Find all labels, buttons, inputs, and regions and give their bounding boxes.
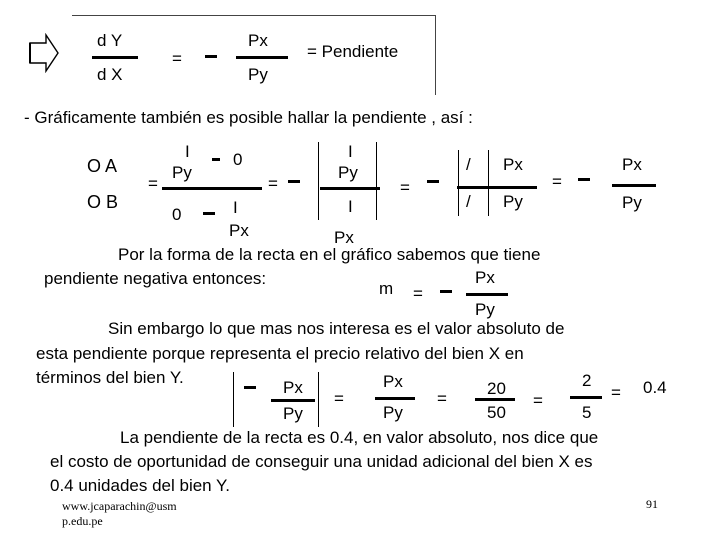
fraction-bar (320, 187, 380, 190)
dx-denominator: d X (97, 65, 123, 84)
py-text: Py (503, 192, 523, 211)
paragraph-line: 0.4 unidades del bien Y. (50, 476, 230, 495)
fraction-bar (475, 398, 515, 401)
number-20: 20 (487, 379, 506, 398)
py-text: Py (283, 404, 303, 423)
abs-bar-right (318, 372, 319, 427)
py-denominator: Py (248, 65, 268, 84)
fraction-bar (236, 56, 288, 59)
py-text: Py (338, 163, 358, 182)
vertical-line (488, 150, 489, 216)
page-number: 91 (646, 497, 658, 511)
dy-numerator: d Y (97, 31, 123, 50)
minus-sign (440, 290, 452, 293)
equals-pendiente: = Pendiente (307, 42, 399, 61)
bar-i: I (185, 142, 190, 161)
py-text: Py (172, 163, 192, 182)
zero-text: 0 (172, 205, 182, 224)
bar-i: I (233, 198, 238, 217)
minus-sign (212, 158, 220, 161)
vertical-line (458, 150, 459, 216)
equals-sign: = (334, 389, 344, 408)
fraction-bar (466, 293, 508, 296)
number-5: 5 (582, 403, 592, 422)
px-text: Px (622, 155, 642, 174)
equals-sign: = (533, 391, 543, 410)
m-text: m (379, 279, 394, 298)
minus-sign (244, 386, 256, 389)
zero-text: 0 (233, 150, 243, 169)
equals-sign: = (268, 174, 278, 193)
fraction-bar (457, 186, 537, 189)
result-value: 0.4 (643, 378, 667, 397)
fraction-bar (570, 396, 602, 399)
footer-email: p.edu.pe (62, 514, 103, 528)
number-50: 50 (487, 403, 506, 422)
vertical-line (318, 142, 319, 220)
bar-i: I (348, 197, 353, 216)
equals-sign: = (611, 383, 621, 402)
fraction-bar (375, 397, 415, 400)
fraction-bar (92, 56, 138, 59)
px-text: Px (283, 378, 303, 397)
equals-sign: = (437, 389, 447, 408)
equals-sign: = (552, 172, 562, 191)
px-text: Px (475, 268, 495, 287)
paragraph-line: el costo de oportunidad de conseguir una unidad adicional del bien X es (50, 452, 593, 471)
px-text: Px (229, 221, 249, 240)
minus-sign (205, 55, 217, 58)
arrow-right-icon (28, 33, 60, 73)
equals-sign: = (413, 284, 423, 303)
fraction-bar (612, 184, 656, 187)
paragraph-line: La pendiente de la recta es 0.4, en valor absoluto, nos dice que (120, 428, 599, 447)
paragraph-line: pendiente negativa entonces: (44, 269, 267, 288)
number-2: 2 (582, 371, 592, 390)
fraction-bar (162, 187, 262, 190)
intro-text: - Gráficamente también es posible hallar la pendiente , así : (24, 108, 473, 127)
label-oa: O A (87, 156, 118, 176)
paragraph-line: Sin embargo lo que mas nos interesa es el valor absoluto de (108, 319, 565, 338)
footer-email: www.jcaparachin@usm (62, 499, 177, 513)
paragraph-line: términos del bien Y. (36, 368, 184, 387)
paragraph-line: Por la forma de la recta en el gráfico sabemos que tiene (118, 245, 541, 264)
py-text: Py (475, 300, 495, 319)
slash-text: / (466, 192, 471, 211)
bar-i: I (348, 142, 353, 161)
paragraph-line: esta pendiente porque representa el precio relativo del bien X en (36, 344, 524, 363)
minus-sign (203, 212, 215, 215)
vertical-line (376, 142, 377, 220)
py-text: Py (383, 403, 403, 422)
fraction-bar (271, 399, 315, 402)
px-text: Px (383, 372, 403, 391)
py-text: Py (622, 193, 642, 212)
abs-bar-left (233, 372, 234, 427)
equals-sign: = (400, 178, 410, 197)
equals-sign: = (148, 174, 158, 193)
equals-sign: = (172, 49, 182, 68)
px-numerator: Px (248, 31, 268, 50)
minus-sign (288, 180, 300, 183)
slash-text: / (466, 155, 471, 174)
minus-sign (427, 180, 439, 183)
label-ob: O B (87, 192, 119, 212)
minus-sign (578, 178, 590, 181)
px-text: Px (503, 155, 523, 174)
px-text: Px (334, 228, 354, 247)
